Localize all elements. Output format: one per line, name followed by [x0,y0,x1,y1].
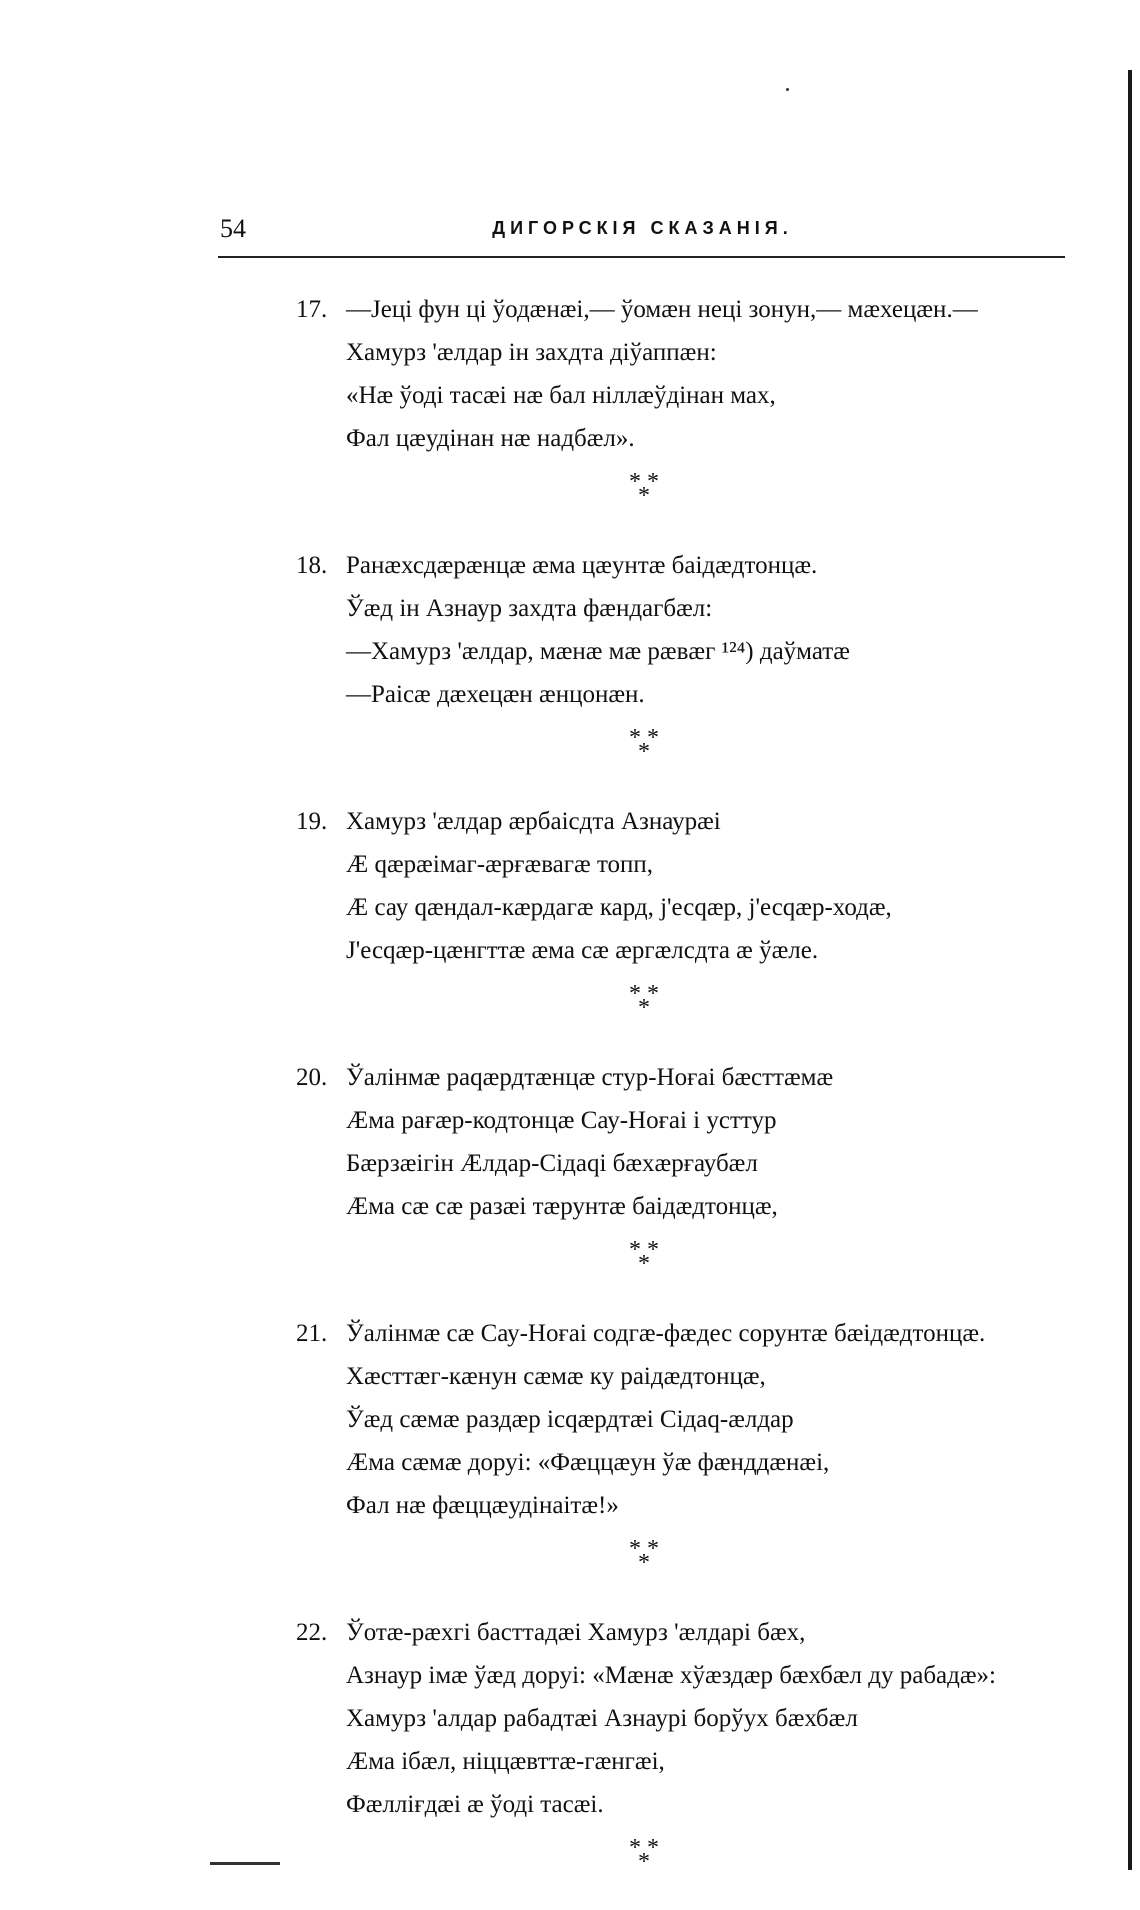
verse-text: Æ сау qæндал-кæрдагæ кард, ј'есqæр, ј'есqæр-ходæ, [346,894,892,921]
verse-line [296,929,1056,972]
stanza-22 [296,1611,1056,1826]
verse-text: —Раісæ дæхецæн æнцонæн. [346,681,645,708]
verse-line [296,1783,1056,1826]
verse-text: Ранæхсдæрæнцæ æма цæунтæ баідæдтонцæ. [346,552,818,579]
verse-text: Æма сæ сæ разæі тæрунтæ баідæдтонцæ, [346,1193,778,1220]
verse-line [296,1611,1056,1654]
verse-line [296,1056,1056,1099]
verse-line [296,1185,1056,1228]
stanza-number: 22. [296,1619,328,1646]
stanza-19 [296,800,1056,972]
asterism-separator [296,460,1056,544]
verse-text: Ўалінмæ раqæрдтæнцæ стур-Ноғаі бæсттæмæ [346,1064,834,1091]
asterism-separator [296,1228,1056,1312]
verse-text: Фæлліғдæі æ ўоді тасæі. [346,1791,604,1818]
asterism-icon: * * * [629,981,659,1021]
verse-text: Хæсттæг-кæнун сæмæ ку раідæдтонцæ, [346,1363,766,1390]
verse-line [296,1312,1056,1355]
verse-line [296,1484,1056,1527]
verse-line [296,1441,1056,1484]
verse-text: Æма ібæл, ніццæвттæ-гæнгæі, [346,1748,665,1775]
verse-text: Æ qæрæімаг-æрғæвагæ топп, [346,851,654,878]
verse-text: Ј'есqæр-цæнгттæ æма сæ æргæлсдта æ ўæле. [346,937,819,964]
header-rule [218,256,1065,258]
stanza-number: 18. [296,552,328,579]
asterism-separator [296,1826,1056,1910]
verse-line [296,843,1056,886]
verse-line [296,1654,1056,1697]
asterism-separator [296,716,1056,800]
verse-text: «Нæ ўоді тасæі нæ бал ніллæўдінан мах, [346,382,776,409]
verse-line [296,1740,1056,1783]
verse-line [296,673,1056,716]
verse-line [296,630,1056,673]
verse-line [296,288,1056,331]
page-header [220,214,1065,258]
asterism-icon: * * * [629,1536,659,1576]
verse-text: Хамурз 'æлдар ін захдта дiўаппæн: [346,339,717,366]
stanza-number: 17. [296,296,328,323]
verse-line [296,374,1056,417]
verse-text: Æма рағæр-кодтонцæ Сау-Ноғаі і усттур [346,1107,777,1134]
verse-line [296,1398,1056,1441]
verse-text: Фал нæ фæццæудінаітæ!» [346,1492,619,1519]
verse-text: Ўæд ін Азнаур захдта фæндагбæл: [346,595,713,622]
verse-text: —Хамурз 'æлдар, мæнæ мæ рæвæг ¹²⁴) даўматæ [346,638,850,665]
poem-body [296,288,1056,1910]
stanza-17 [296,288,1056,460]
verse-line [296,1697,1056,1740]
asterism-separator [296,1527,1056,1611]
print-speck [786,88,789,91]
verse-line [296,331,1056,374]
verse-text: Ўалінмæ сæ Сау-Ноғаі содгæ-фæдес сорунтæ бæідæдтонцæ. [346,1320,986,1347]
page-number: 54 [220,214,246,243]
verse-text: —Јеці фун ці ўодæнæі,— ўомæн неці зонун,— мæхецæн.— [346,296,978,323]
verse-line [296,800,1056,843]
verse-text: Хамурз 'алдар рабадтæі Азнаурі борўух бæхбæл [346,1705,858,1732]
verse-text: Азнаур імæ ўæд доруі: «Мæнæ хўæздæр бæхбæл ду рабадæ»: [346,1662,996,1689]
stanza-18 [296,544,1056,716]
stanza-number: 19. [296,808,328,835]
stanza-20 [296,1056,1056,1228]
verse-line [296,587,1056,630]
asterism-icon: * * * [629,1835,659,1875]
verse-text: Ўæд сæмæ раздæр ісqæрдтæі Сідаq-æлдар [346,1406,794,1433]
verse-text: Æма сæмæ доруі: «Фæццæун ўæ фæнддæнæі, [346,1449,830,1476]
running-title: ДИГОРСКІЯ СКАЗАНІЯ. [492,218,793,238]
page-edge-shadow [1128,70,1132,1870]
verse-text: Бæрзæігін Æлдар-Сідаqі бæхæрғаубæл [346,1150,758,1177]
verse-line [296,1355,1056,1398]
stanza-number: 21. [296,1320,328,1347]
verse-line [296,544,1056,587]
asterism-icon: * * * [629,1237,659,1277]
verse-line [296,1142,1056,1185]
asterism-icon: * * * [629,725,659,765]
verse-text: Ўотæ-рæхгі басттадæі Хамурз 'æлдарі бæх, [346,1619,806,1646]
verse-text: Фал цæудінан нæ надбæл». [346,425,635,452]
print-smudge [210,1862,280,1865]
verse-line [296,1099,1056,1142]
asterism-separator [296,972,1056,1056]
verse-line [296,886,1056,929]
stanza-number: 20. [296,1064,328,1091]
verse-line [296,417,1056,460]
verse-text: Хамурз 'æлдар æрбаісдта Азнаурæі [346,808,721,835]
asterism-icon: * * * [629,469,659,509]
stanza-21 [296,1312,1056,1527]
